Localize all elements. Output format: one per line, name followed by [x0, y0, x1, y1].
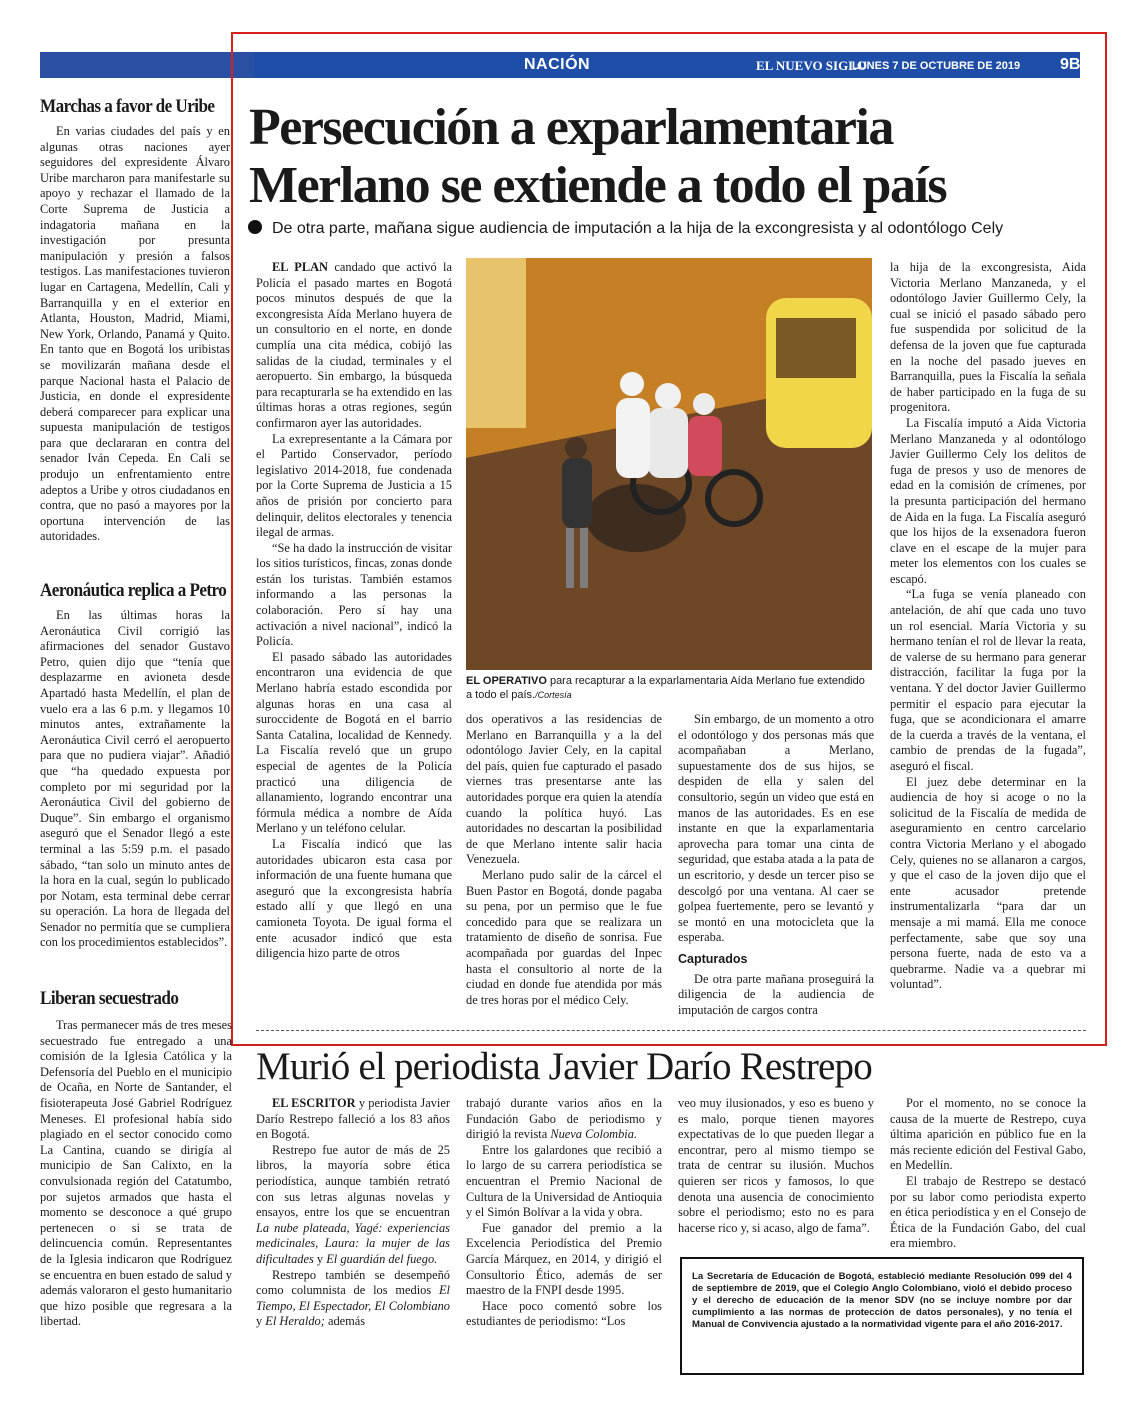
- second-column-4: Por el momento, no se conoce la causa de la muerte de Restrepo, cuya última aparición en público fue en la más reciente edición del Festival Gabo, en Medellín. El trabajo de Restrepo se destacó por su labor como periodista experto en ética periodística y en el Consejo de Ética de la Fundación Gabo, del cual era miembro.: [890, 1096, 1086, 1251]
- sidebar-title-liberan: Liberan secuestrado: [40, 988, 179, 1009]
- bullet-icon: [248, 220, 262, 234]
- photo-caption: EL OPERATIVO para recapturar a la exparlamentaria Aída Merlano fue extendido a todo el país./Cortesía: [466, 675, 865, 701]
- second-headline: Murió el periodista Javier Darío Restrepo: [256, 1045, 872, 1088]
- page-number: 9B: [1060, 56, 1081, 73]
- headline-line-2: Merlano se extiende a todo el país: [249, 157, 947, 214]
- second-column-3: veo muy ilusionados, y eso es bueno y es malo, porque tienen mayores expectativas de lo que pueden llegar a encontrar, pero al mismo tiempo se trata de centrar su ilusión. Muchos quieren ser ricos y famosos, lo que denota una ausencia de conocimiento sobre el periodismo; esto no es para hacerse rico y, si acaso, algo de fama”.: [678, 1096, 874, 1235]
- main-column-4: la hija de la excongresista, Aida Victoria Merlano Manzaneda, y el odontólogo Javier Guillermo Cely, la cual se inició el pasado sábado pero fue suspendida por solicitud de la defensa de la joven que fue capturada en la noche del pasado jueves en Barranquilla, pues la Fiscalía la señala de haber participado en la fuga de su progenitora. La Fiscalía imputó a Aida Victoria Merlano Manzaneda y al odontólogo Javier Guillermo Cely los delitos de fuga de presos y uso de menores de edad en la comisión de crímenes, por la presunta participación del hermano de Aida en la fuga. La Fiscalía aseguró que los hijos de la exsenadora fueron clave en el escape de la mujer para meter los elementos con los cuales se escapó. “La fuga se venía planeado con antelación, de ahí que cada uno tuvo un rol esencial. María Victoria y su hermano tenían el rol de llevar la reata, de valerse de su hermano para generar distracción, facilitar la fuga por la ventana. Y del doctor Javier Guillermo permitir el espacio para ejecutar la fuga, que se acondicionara el amarre de la cuerda a través de la ventana, el cambio de prendas de la fugada”, aseguró el fiscal. El juez debe determinar en la audiencia de hoy si acoge o no la solicitud de la Fiscalía de medida de aseguramiento en centro carcelario contra Victoria Merlano y el abogado Cely, quienes no se allanaron a cargos, y que el caso de la joven dijo que el ente acusador pretende instrumentalizarla “para dar un mensaje a mi mamá. Ella me conoce perfectamente, sabe que soy una persona fuerte, nada de esto va a quebrarme. Nadie va a quebrar mi voluntad”.: [890, 260, 1086, 992]
- main-column-3: Sin embargo, de un momento a otro el odontólogo y dos personas más que acompañaban a Merlano, supuestamente dos de sus hijos, se despiden de ella y salen del consultorio, según un video que está en manos de las autoridades. Es en ese instante en que la exparlamentaria aprovecha para tomar una cinta de seguridad, que estaba atada a la pata de un escritorio, y desde un tercer piso se descolgó por una ventana. Al caer se golpea fuertemente, pero se levantó y se montó en una motocicleta que la esperaba. Capturados De otra parte mañana proseguirá la diligencia de la audiencia de imputación de cargos contra: [678, 712, 874, 1017]
- second-column-1: EL ESCRITOR y periodista Javier Darío Restrepo falleció a los 83 años en Bogotá. Restrepo fue autor de más de 25 libros, la mayoría sobre ética periodística, aunque también retrató con sus letras algunas novelas y ensayos, entre los que se encuentran La nube plateada, Yagé: experiencias medicinales, Laura: la mujer de las dificultades y El guardián del fuego. Restrepo también se desempeñó como columnista de los medios El Tiempo, El Espectador, El Colombiano y El Heraldo; además: [256, 1096, 451, 1329]
- sidebar-title-aeronautica: Aeronáutica replica a Petro: [40, 580, 227, 601]
- section-label: NACIÓN: [524, 56, 591, 73]
- photo-illustration: [466, 258, 872, 670]
- sidebar-story-liberan: Tras permanecer más de tres meses secuestrado fue entregado a una comisión de la Iglesia Católica y la Defensoría del Pueblo en el municipio de Ocaña, en Norte de Santander, el fisioterapeuta José Gabriel Rodríguez Meneses. El profesional había sido plagiado en el sector conocido como La Cantina, cuando se dirigía al municipio de San Calixto, en la convulsionada región del Catatumbo, por sujetos armados que hasta el momento se desconoce a qué grupo pertenecen o si se trata de delincuencia común. Representantes de la Iglesia indicaron que Rodríguez se encuentra en buen estado de salud y además valoraron el gesto humanitario que hizo posible que regresara a la libertad.: [40, 1018, 232, 1329]
- main-column-2: dos operativos a las residencias de Merlano en Barranquilla y a la del odontólogo Javier Cely, en la capital del país, quien fue capturado el pasado viernes tras presentarse ante las autoridades porque era quien la atendía cuando la política huyó. Las autoridades no descartan la posibilidad de que Merlano intente salir hacia Venezuela. Merlano pudo salir de la cárcel el Buen Pastor en Bogotá, donde pagaba su pena, por un permiso que le fue concedido para que se realizara un tratamiento de diseño de sonrisa. Fue acompañada por guardas del Inpec hasta el consultorio al norte de la ciudad en donde fue atendida por más de tres horas por el médico Cely.: [466, 712, 662, 1007]
- second-column-2: trabajó durante varios años en la Fundación Gabo de periodismo y dirigió la revista Nueva Colombia. Entre los galardones que recibió a lo largo de su carrera periodística se encuentran el Premio Nacional de Cultura de la Universidad de Antioquia y el Simón Bolívar a la vida y obra. Fue ganador del premio a la Excelencia Periodística del Premio García Márquez, en 2014, y dirigió el Consultorio Ético, además de ser maestro de la FNPI desde 1995. Hace poco comentó sobre los estudiantes de periodismo: “Los: [466, 1096, 662, 1329]
- sidebar-story-aeronautica: En las últimas horas la Aeronáutica Civil corrigió las afirmaciones del senador Gustavo Petro, quien dijo que “tenía que desplazarme en avioneta desde Apartadó hasta Medellín, el plan de vuelo era a las 6 p.m. y llegamos 10 minutos antes, extrañamente la Aeronáutica Civil cerró el aeropuerto para que no pudiera viajar”. Añadió que “ha quedado expuesta por completo por mi seguridad por la Aeronáutica Civil del gobierno de Duque”. Sin embargo el organismo aseguró que el Senador llegó a este terminal a las 5:59 p.m. el pasado sábado, “tan solo un minuto antes de la hora en la cual, según lo publicado por Notam, esta terminal debe cerrar su operación. La hora de llegada del Senador no permitía que se cumpliera con los procedimientos establecidos”.: [40, 608, 230, 950]
- second-lead-word: EL ESCRITOR: [272, 1096, 356, 1110]
- legal-notice-box: La Secretaría de Educación de Bogotá, estableció mediante Resolución 099 del 4 de septiembre de 2019, que el Colegio Anglo Colombiano, violó el debido proceso y el derecho de educación de la menor SDV (no se incluye nombre por dar cumplimiento a las normas de protección de datos personales), y no tenía el Manual de Convivencia ajustado a la normatividad vigente para el año 2016-2017.: [680, 1257, 1084, 1375]
- operation-photo: [466, 258, 872, 670]
- sidebar-title-marchas: Marchas a favor de Uribe: [40, 96, 215, 117]
- sidebar-story-marchas: En varias ciudades del país y en algunas otras naciones ayer seguidores del expresidente Álvaro Uribe marcharon para manifestarle su apoyo y rechazar el llamado de la Corte Suprema de Justicia a indagatoria mañana en la investigación por presunta manipulación y presión a falsos testigos. Las manifestaciones tuvieron lugar en Cartagena, Medellín, Cali y Barranquilla y en el exterior en Atlanta, Houston, Madrid, Miami, New York, Orlando, Panamá y Quito. En tanto que en Bogotá los uribistas se movilizarán mañana desde el parque Nacional hasta el Palacio de Justicia, en donde el expresidente deberá comparecer para explicar una supuesta manipulación de testigos para que declararan en contra del senador Iván Cepeda. En Cali se produjo un enfrentamiento entre adeptos a Uribe y otros ciudadanos en contra, que no pasó a mayores por la oportuna intervención de las autoridades.: [40, 124, 230, 544]
- main-column-1: EL PLAN candado que activó la Policía el pasado martes en Bogotá pocos minutos después de que la excongresista Aída Merlano huyera de un consultorio en el norte, en donde cumplía una cita médica, cobijó las salidas de la ciudad, terminales y el aeropuerto. Sin embargo, la búsqueda para recapturarla se ha extendido en las últimas horas a otras regiones, según confirmaron ayer las autoridades. La exrepresentante a la Cámara por el Partido Conservador, período legislativo 2014-2018, fue condenada por la Corte Suprema de Justicia a 15 años de prisión por concierto para delinquir, delitos electorales y tenencia ilegal de armas. “Se ha dado la instrucción de visitar los sitios turísticos, fincas, zonas donde están los turistas. También estamos informando a las personas la colaboración. Pero sí hay una activación a nivel nacional”, indicó la Policía. El pasado sábado las autoridades encontraron una evidencia de que Merlano habría estado escondida por algunas horas en una casa al suroccidente de Bogotá en el barrio Santa Catalina, localidad de Kennedy. La Fiscalía reveló que un grupo especial de agentes de la Policía practicó una diligencia de allanamiento, logrando encontrar una fórmula médica a nombre de Aída Merlano y un teléfono celular. La Fiscalía indicó que las autoridades ubicaron esta casa por información de una fuente humana que aseguró que la excongresista habría estado allí y que llegó en una camioneta Toyota. De igual forma el ente acusador indicó que esta diligencia hizo parte de otros: [256, 260, 452, 961]
- issue-date: LUNES 7 DE OCTUBRE DE 2019: [852, 60, 1021, 72]
- headline-line-1: Persecución a exparlamentaria: [249, 99, 893, 156]
- story-separator: [256, 1030, 1086, 1032]
- lead-word: EL PLAN: [272, 260, 328, 274]
- subtitle: De otra parte, mañana sigue audiencia de imputación a la hija de la excongresista y al odontólogo Cely: [248, 220, 1003, 238]
- subhead-capturados: Capturados: [678, 951, 748, 966]
- newspaper-name: EL NUEVO SIGLO: [756, 58, 867, 73]
